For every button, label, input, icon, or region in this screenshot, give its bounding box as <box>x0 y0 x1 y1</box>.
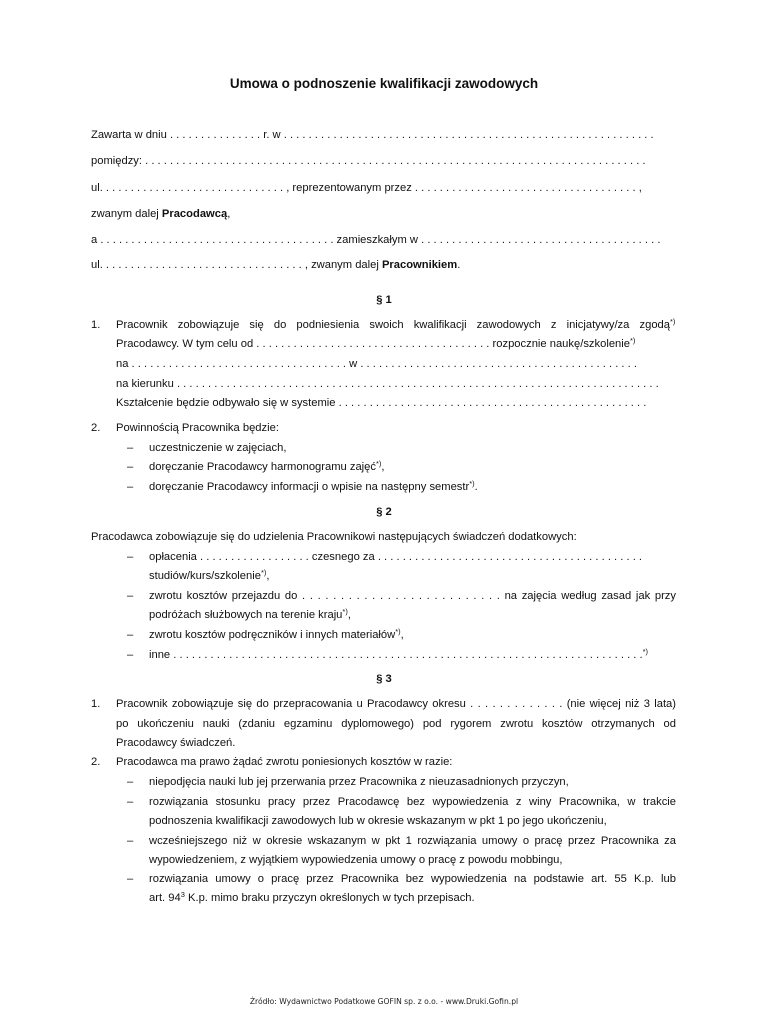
s2-benefit-2-line-2: podróżach służbowych na terenie kraju*), <box>149 607 351 621</box>
s1-p1-line-4: na kierunku . . . . . . . . . . . . . . . . . . . . . . . . . . . . . . . . . . . . . . . . . . . . . . . . . . . . . . . . . . . . . . . . . . . . . . . . . . . . . . <box>116 378 659 390</box>
s3-p1-line-1: Pracownik zobowiązuje się do przepracowania u Pracodawcy okresu . . . . . . . . . . . . . (nie więcej niż 3 lata) <box>116 698 676 710</box>
s2-benefit-3: zwrotu kosztów podręczników i innych materiałów*), <box>149 627 404 641</box>
employee-term: Pracownikiem <box>381 259 458 271</box>
s3-case-4-line-1: rozwiązania umowy o pracę przez Pracownika bez wypowiedzenia na podstawie art. 55 K.p. lub <box>149 873 676 885</box>
s1-p1-line-1: Pracownik zobowiązuje się do podniesienia swoich kwalifikacji zawodowych z inicjatywy/za zgodą <box>116 319 670 331</box>
s1-duty-1: uczestniczenie w zajęciach, <box>149 442 287 454</box>
s3-case-3-line-2: wypowiedzeniem, z wyjątkiem wypowiedzenia umowy o pracę z powodu mobbingu, <box>149 854 563 866</box>
s3-p1-line-2: po ukończeniu nauki (zdaniu egzaminu dyplomowego) pod rygorem zwrotu kosztów otrzymanych od <box>116 718 676 730</box>
dash: – <box>127 835 134 847</box>
dash: – <box>127 442 134 454</box>
header-line-date-place: Zawarta w dniu . . . . . . . . . . . . . . . r. w . . . . . . . . . . . . . . . . . . . . . . . . . . . . . . . . . . . . . . . . . . . . . . . . . . . . . . . . . . . . <box>91 129 654 141</box>
superscript-3: 3 <box>180 890 185 899</box>
s1-p1-line-3: na . . . . . . . . . . . . . . . . . . . . . . . . . . . . . . . . . . . w . . . . . . . . . . . . . . . . . . . . . . . . . . . . . . . . . . . . . . . . . . . . . <box>116 358 637 370</box>
header-line-residing: a . . . . . . . . . . . . . . . . . . . . . . . . . . . . . . . . . . . . . . zamieszkałym w . . . . . . . . . . . . . . . . . . . . . . . . . . . . . . . . . . . . . . . <box>91 234 661 246</box>
s1-item-number-1: 1. <box>91 319 101 331</box>
s3-case-3-line-1: wcześniejszego niż w okresie wskazanym w pkt 1 rozwiązania umowy o pracę przez Pracownika za <box>149 835 676 847</box>
s2-intro: Pracodawca zobowiązuje się do udzielenia Pracownikowi następujących świadczeń dodatkowych: <box>91 531 577 543</box>
dash: – <box>127 629 134 641</box>
s2-benefit-1-line-1: opłacenia . . . . . . . . . . . . . . . . . . czesnego za . . . . . . . . . . . . . . . . . . . . . . . . . . . . . . . . . . . . . . . . . . . <box>149 551 643 563</box>
s2-benefit-4: inne . . . . . . . . . . . . . . . . . . . . . . . . . . . . . . . . . . . . . . . . . . . . . . . . . . . . . . . . . . . . . . . . . . . . . . . . . . . .*) <box>149 647 649 661</box>
dash: – <box>127 481 134 493</box>
s3-case-4-line-2: art. $94^3$ K.p. mimo braku przyczyn określonych w tych przepisach. <box>149 890 475 904</box>
s1-p2: Powinnością Pracownika będzie: <box>116 422 279 434</box>
section-3-heading: § 3 <box>376 673 392 685</box>
header-line-employer: zwanym dalej Pracodawcą, <box>91 208 231 220</box>
s1-duty-2: doręczanie Pracodawcy harmonogramu zajęć*), <box>149 459 385 473</box>
source-footer: Źródło: Wydawnictwo Podatkowe GOFIN sp. z o.o. - www.Druki.Gofin.pl <box>249 997 519 1006</box>
s3-p1-line-3: Pracodawcy świadczeń. <box>116 737 236 749</box>
s3-case-2-line-2: podnoszenia kwalifikacji zawodowych lub w okresie wskazanym w pkt 1 po jego ukończeniu, <box>149 815 607 827</box>
s3-case-2-line-1: rozwiązania stosunku pracy przez Pracodawcę bez wypowiedzenia z winy Pracownika, w trakcie <box>149 796 676 808</box>
s1-duty-3: doręczanie Pracodawcy informacji o wpisie na następny semestr*). <box>149 479 478 493</box>
s1-p1-line-2: Pracodawcy. W tym celu od . . . . . . . . . . . . . . . . . . . . . . . . . . . . . . . . . . . . . . rozpocznie naukę/szkolenie*) <box>116 336 636 350</box>
header-line-employee: ul. . . . . . . . . . . . . . . . . . . . . . . . . . . . . . . . . , zwanym dalej Pracownikiem. <box>91 259 461 271</box>
document-title: Umowa o podnoszenie kwalifikacji zawodowych <box>229 76 539 91</box>
header-line-between: pomiędzy: . . . . . . . . . . . . . . . . . . . . . . . . . . . . . . . . . . . . . . . . . . . . . . . . . . . . . . . . . . . . . . . . . . . . . . . . . . . . . . . . . <box>91 155 646 167</box>
s1-item-number-2: 2. <box>91 422 101 434</box>
employer-term: Pracodawcą <box>161 208 228 220</box>
dash: – <box>127 796 134 808</box>
s1-p1-line-5: Kształcenie będzie odbywało się w systemie . . . . . . . . . . . . . . . . . . . . . . . . . . . . . . . . . . . . . . . . . . . . . . . . . . <box>116 397 647 409</box>
dash: – <box>127 461 134 473</box>
dash: – <box>127 873 134 885</box>
section-1-heading: § 1 <box>376 294 392 306</box>
dash: – <box>127 649 134 661</box>
dash: – <box>127 776 134 788</box>
section-2-heading: § 2 <box>376 506 392 518</box>
s3-item-number-1: 1. <box>91 698 101 710</box>
s2-benefit-1-line-2: studiów/kurs/szkolenie*), <box>149 568 270 582</box>
header-line-street-represented: ul. . . . . . . . . . . . . . . . . . . . . . . . . . . . . . , reprezentowanym przez . . . . . . . . . . . . . . . . . . . . . . . . . . . . . . . . . . . . , <box>91 182 642 194</box>
dash: – <box>127 590 134 602</box>
s3-case-1: niepodjęcia nauki lub jej przerwania przez Pracownika z nieuzasadnionych przyczyn, <box>149 776 569 788</box>
s3-item-number-2: 2. <box>91 756 101 768</box>
s2-benefit-2-line-1: zwrotu kosztów przejazdu do . . . . . . . . . . . . . . . . . . . . . . . . . . na zajęcia według zasad jak przy <box>149 590 676 602</box>
dash: – <box>127 551 134 563</box>
s3-p2: Pracodawca ma prawo żądać zwrotu poniesionych kosztów w razie: <box>116 756 453 768</box>
s1-footnote-mark: *) <box>670 317 676 326</box>
